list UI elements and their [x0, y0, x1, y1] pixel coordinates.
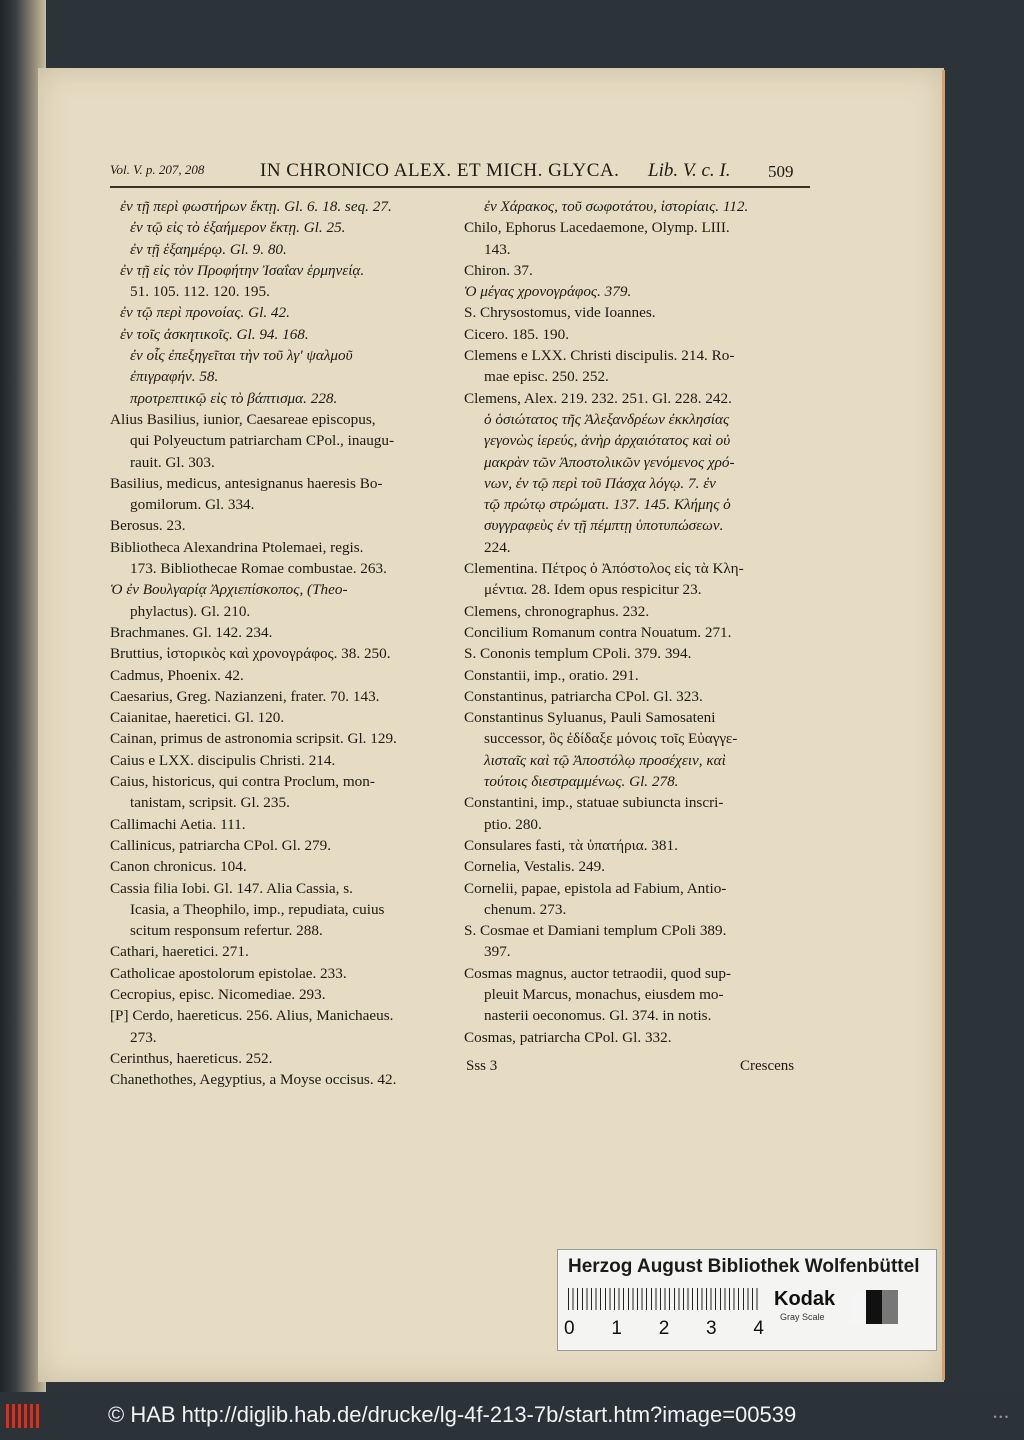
index-line: scitum responsum refertur. 288. [130, 922, 323, 940]
index-line: μέντια. 28. Idem opus respicitur 23. [484, 581, 702, 599]
index-line: Clemens e LXX. Christi discipulis. 214. Ro- [464, 347, 735, 365]
hab-logo-icon [6, 1404, 40, 1428]
scale-numbers [564, 1318, 764, 1340]
index-line: Canon chronicus. 104. [110, 858, 247, 876]
index-line: 173. Bibliothecae Romae combustae. 263. [130, 560, 387, 578]
catchword: Crescens [740, 1058, 795, 1074]
index-line: 224. [484, 538, 511, 556]
copyright-url[interactable]: © HAB http://diglib.hab.de/drucke/lg-4f-213-7b/start.htm?image=00539 [108, 1402, 797, 1427]
index-line: Catholicae apostolorum epistolae. 233. [110, 964, 347, 982]
index-line: Clementina. Πέτρος ὁ Ἀπόστολος εἰς τὰ Κλη- [464, 560, 744, 578]
index-line: συγγραφεὺς ἐν τῇ πέμπτῃ ὑποτυπώσεων. [484, 517, 724, 535]
index-line: Callinicus, patriarcha CPol. Gl. 279. [110, 836, 332, 854]
signature-mark: Sss 3 [466, 1058, 498, 1074]
index-line: Consulares fasti, τὰ ὑπατήρια. 381. [464, 836, 678, 854]
index-line: γεγονὼς ἱερεύς, ἀνὴρ ἀρχαιότατος καὶ οὐ [484, 432, 731, 450]
index-line: Brachmanes. Gl. 142. 234. [110, 623, 273, 641]
index-line: Cornelii, papae, epistola ad Fabium, Antio- [464, 879, 727, 897]
index-line: tanistam, scripsit. Gl. 235. [130, 794, 290, 812]
gray-scale-label: Gray Scale [780, 1312, 825, 1322]
index-line: Caius e LXX. discipulis Christi. 214. [110, 751, 336, 769]
page-number: 509 [768, 162, 794, 181]
index-line: 143. [484, 240, 511, 258]
index-line: rauit. Gl. 303. [130, 453, 215, 471]
scale-number: 2 [658, 1318, 670, 1339]
index-line: Cadmus, Phoenix. 42. [110, 666, 244, 684]
index-line: Constantinus, patriarcha CPol. Gl. 323. [464, 687, 703, 705]
index-line: Constantii, imp., oratio. 291. [464, 666, 639, 684]
index-line: ptio. 280. [484, 815, 542, 833]
header-rule [110, 186, 810, 188]
index-line: τῷ πρώτῳ στρώματι. 137. 145. Κλήμης ὁ [484, 496, 731, 514]
running-header [110, 160, 810, 186]
index-line: 273. [130, 1028, 157, 1046]
viewer-footer [0, 1392, 1024, 1440]
index-line: Cosmas, patriarcha CPol. Gl. 332. [464, 1028, 672, 1046]
index-line: Cerinthus, haereticus. 252. [110, 1049, 273, 1067]
index-line: Chiron. 37. [464, 261, 533, 279]
header-book-ref: Lib. V. c. I. [648, 160, 731, 181]
index-line: ἐν τῇ ἑξαημέρῳ. Gl. 9. 80. [130, 240, 287, 258]
index-line: Cecropius, episc. Nicomediae. 293. [110, 985, 326, 1003]
index-line: Basilius, medicus, antesignanus haeresis Bo- [110, 474, 383, 492]
index-line: Constantini, imp., statuae subiuncta inscri- [464, 794, 724, 812]
gray-patches [850, 1290, 898, 1324]
scale-ruler [568, 1288, 758, 1310]
index-line: ἐν οἷς ἐπεξηγεῖται τὴν τοῦ λγ' ψαλμοῦ [130, 347, 353, 365]
index-line: Chilo, Ephorus Lacedaemone, Olymp. LIII. [464, 219, 730, 237]
index-line: qui Polyeuctum patriarcham CPol., inaugu- [130, 432, 395, 450]
index-line: mae episc. 250. 252. [484, 368, 609, 386]
index-line: Constantinus Syluanus, Pauli Samosateni [464, 709, 716, 727]
index-line: Bruttius, ἱστορικὸς καὶ χρονογράφος. 38. 250. [110, 645, 391, 663]
index-line: 397. [484, 943, 511, 961]
index-line: Ὁ ἐν Βουλγαρίᾳ Ἀρχιεπίσκοπος, (Theo- [110, 581, 348, 599]
header-volume-ref: Vol. V. p. 207, 208 [110, 162, 205, 177]
index-line: Caesarius, Greg. Nazianzeni, frater. 70. 143. [110, 687, 380, 705]
index-line: pleuit Marcus, monachus, eiusdem mo- [484, 985, 724, 1003]
index-line: ἐν Χάρακος, τοῦ σωφοτάτου, ἱστορίαις. 112. [484, 198, 749, 215]
index-line: ἐν τῇ εἰς τὸν Προφήτην Ἰσαΐαν ἑρμηνείᾳ. [120, 261, 365, 279]
index-line: ἐν τῷ εἰς τὸ ἑξαήμερον ἕκτῃ. Gl. 25. [130, 219, 346, 237]
header-title: IN CHRONICO ALEX. ET MICH. GLYCA. [260, 160, 620, 181]
footer-dots: • • • [993, 1412, 1008, 1422]
index-line: 51. 105. 112. 120. 195. [130, 283, 270, 301]
scale-number: 1 [611, 1318, 622, 1339]
library-name: Herzog August Bibliothek Wolfenbüttel [568, 1256, 920, 1277]
index-line: Cainan, primus de astronomia scripsit. Gl. 129. [110, 730, 397, 748]
index-line: S. Cononis templum CPoli. 379. 394. [464, 645, 692, 663]
index-line: τούτοις διεστραμμένως. Gl. 278. [484, 773, 679, 791]
page-edge [942, 70, 945, 1380]
index-line: Cornelia, Vestalis. 249. [464, 858, 606, 876]
index-line: ἐν τῇ περὶ φωστήρων ἕκτῃ. Gl. 6. 18. seq. 27. [120, 198, 392, 215]
index-line: Chanethothes, Aegyptius, a Moyse occisus. 42. [110, 1071, 397, 1089]
index-line: ὁ ὁσιώτατος τῆς Ἀλεξανδρέων ἐκκλησίας [484, 410, 730, 428]
index-line: successor, ὃς ἐδίδαξε μόνοις τοῖς Εὐαγγε- [484, 730, 738, 748]
index-line: Caianitae, haeretici. Gl. 120. [110, 709, 285, 727]
index-line: Icasia, a Theophilo, imp., repudiata, cuius [130, 900, 385, 918]
index-line: Alius Basilius, iunior, Caesareae episcopus, [110, 410, 376, 428]
index-line: Berosus. 23. [110, 517, 186, 535]
index-line: προτρεπτικῷ εἰς τὸ βάπτισμα. 228. [130, 389, 338, 407]
scale-number: 3 [706, 1318, 717, 1339]
color-target-card [557, 1249, 937, 1351]
scale-number: 4 [753, 1318, 764, 1339]
index-column-right [464, 196, 810, 1048]
index-line: Caius, historicus, qui contra Proclum, mon- [110, 773, 375, 791]
index-line: μακρὰν τῶν Ἀποστολικῶν γενόμενος χρό- [484, 453, 735, 471]
index-line: Cicero. 185. 190. [464, 325, 570, 343]
index-line: νων, ἐν τῷ περὶ τοῦ Πάσχα λόγῳ. 7. ἐν [484, 474, 716, 492]
index-line: S. Cosmae et Damiani templum CPoli 389. [464, 922, 727, 940]
index-line: nasterii oeconomus. Gl. 374. in notis. [484, 1007, 712, 1025]
kodak-logo: Kodak [774, 1288, 836, 1310]
index-line: S. Chrysostomus, vide Ioannes. [464, 304, 656, 322]
index-line: Callimachi Aetia. 111. [110, 815, 246, 833]
index-line: Cathari, haeretici. 271. [110, 943, 249, 961]
index-line: Bibliotheca Alexandrina Ptolemaei, regis. [110, 538, 364, 556]
scale-number: 0 [564, 1318, 575, 1339]
index-line: λισταῖς καὶ τῷ Ἀποστόλῳ προσέχειν, καὶ [484, 751, 726, 769]
index-line: phylactus). Gl. 210. [130, 602, 251, 620]
index-line: Clemens, Alex. 219. 232. 251. Gl. 228. 242. [464, 389, 732, 407]
index-line: ἐπιγραφήν. 58. [130, 368, 219, 386]
index-line: Ὁ μέγας χρονογράφος. 379. [464, 283, 632, 301]
index-line: Concilium Romanum contra Nouatum. 271. [464, 623, 732, 641]
index-column-left [110, 196, 450, 1090]
index-line: ἐν τοῖς ἀσκητικοῖς. Gl. 94. 168. [120, 325, 309, 343]
index-line: ἐν τῷ περὶ προνοίας. Gl. 42. [120, 304, 290, 322]
index-line: [P] Cerdo, haereticus. 256. Alius, Manichaeus. [110, 1007, 394, 1025]
index-line: Clemens, chronographus. 232. [464, 602, 650, 620]
index-line: Cosmas magnus, auctor tetraodii, quod sup- [464, 964, 732, 982]
index-line: chenum. 273. [484, 900, 567, 918]
index-line: gomilorum. Gl. 334. [130, 496, 255, 514]
index-line: Cassia filia Iobi. Gl. 147. Alia Cassia, s. [110, 879, 353, 897]
